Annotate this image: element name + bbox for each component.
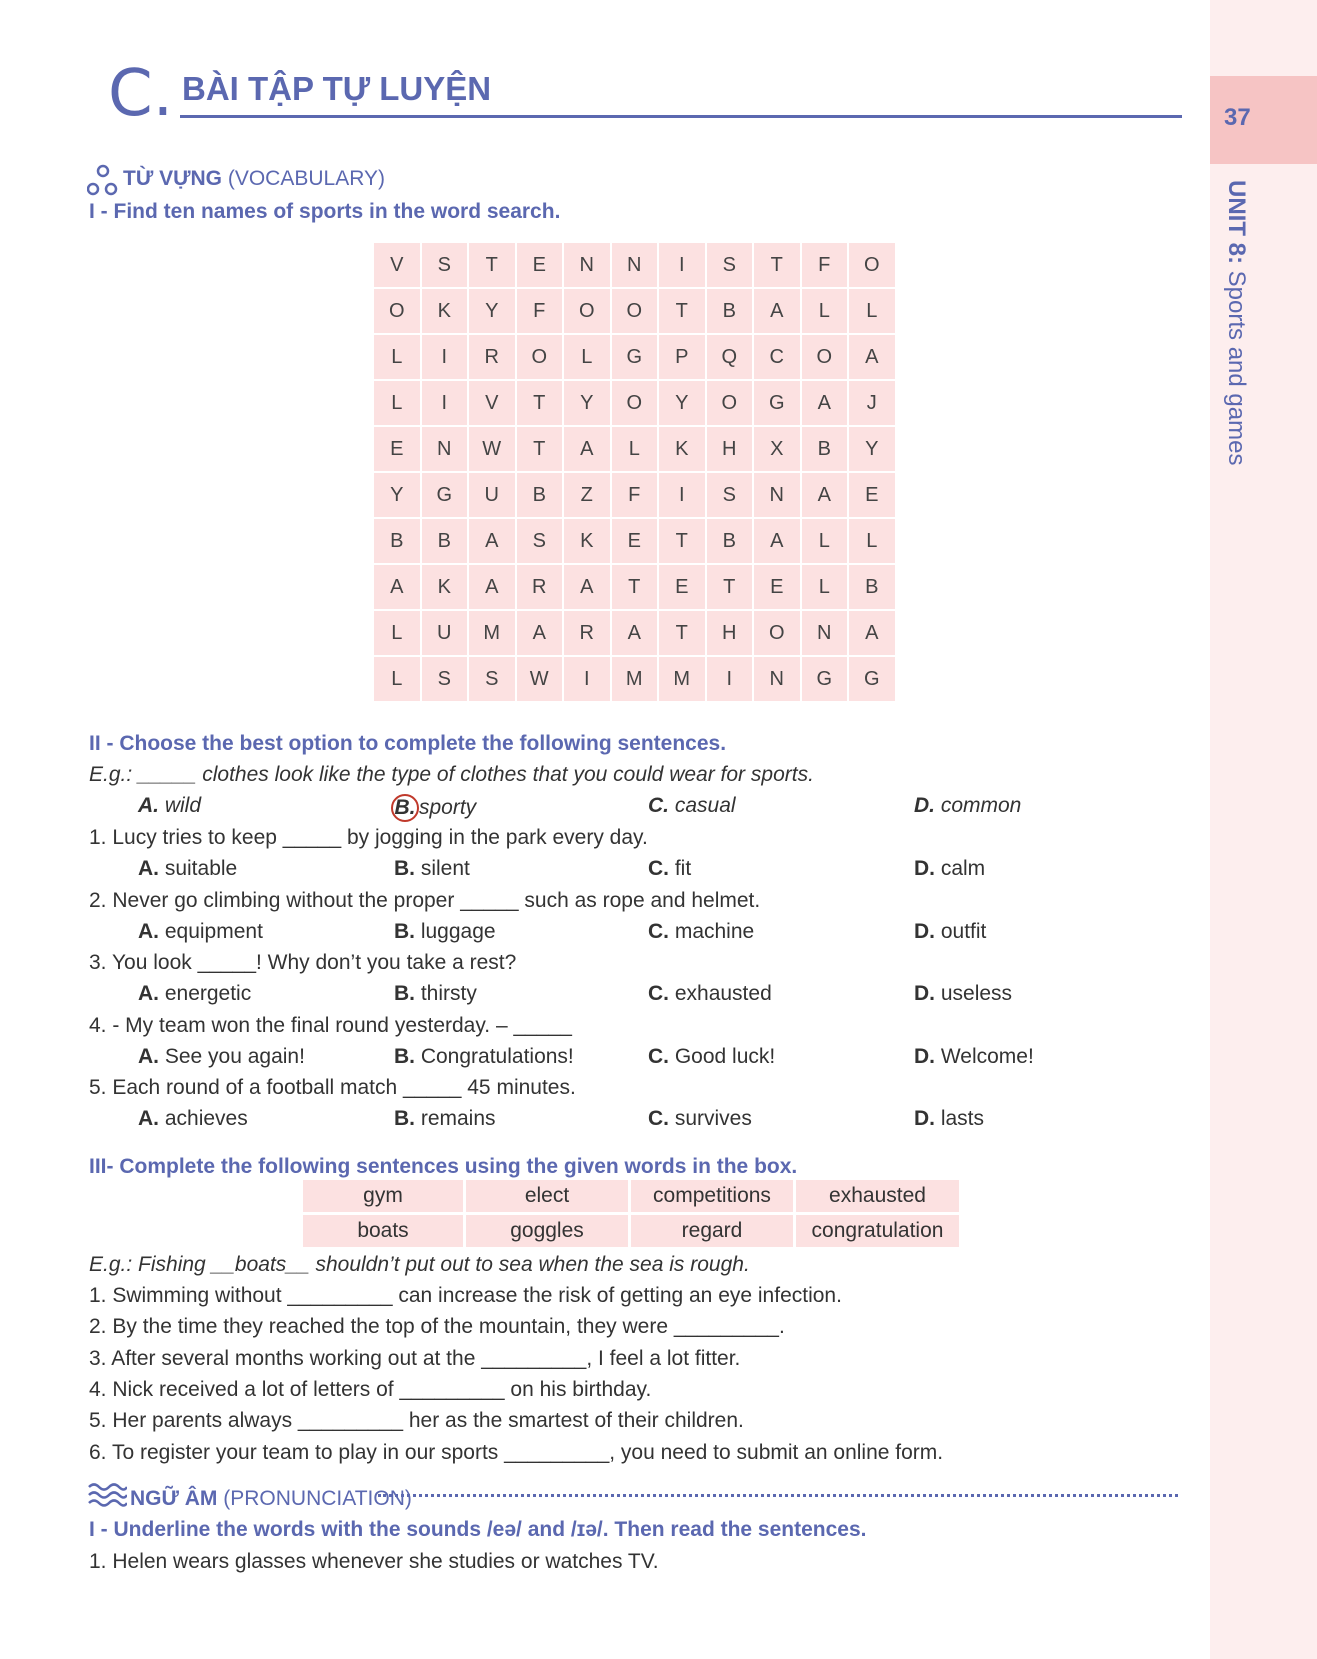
grid-cell: Q <box>707 335 753 379</box>
grid-cell: W <box>469 427 515 471</box>
grid-cell: A <box>564 565 610 609</box>
vocab-heading <box>123 167 385 191</box>
grid-cell: E <box>612 519 658 563</box>
dotted-divider <box>378 1494 1178 1497</box>
grid-cell: R <box>564 611 610 655</box>
grid-cell: Y <box>374 473 420 517</box>
grid-cell: L <box>802 519 848 563</box>
grid-cell: B <box>517 473 563 517</box>
ex2-example: E.g.: _____ clothes look like the type of clothes that you could wear for sports. <box>89 763 814 786</box>
pron-heading-bold: NGỮ ÂM <box>130 1487 218 1510</box>
grid-cell: S <box>517 519 563 563</box>
grid-cell: B <box>374 519 420 563</box>
title-underline <box>180 115 1182 118</box>
ex1-title: I - Find ten names of sports in the word search. <box>89 200 561 223</box>
grid-cell: Y <box>849 427 895 471</box>
grid-cell: A <box>612 611 658 655</box>
option-d: D. lasts <box>914 1107 985 1130</box>
grid-cell: C <box>754 335 800 379</box>
grid-cell: A <box>374 565 420 609</box>
word-box-item: congratulation <box>796 1215 959 1247</box>
grid-cell: S <box>707 473 753 517</box>
grid-cell: B <box>422 519 468 563</box>
ex3-title: III- Complete the following sentences using the given words in the box. <box>89 1155 798 1178</box>
grid-cell: I <box>659 243 705 287</box>
grid-cell: I <box>707 657 753 701</box>
grid-cell: E <box>517 243 563 287</box>
grid-cell: K <box>564 519 610 563</box>
grid-cell: N <box>802 611 848 655</box>
option-a: A. energetic <box>138 982 252 1005</box>
ex3-sentence-4: 4. Nick received a lot of letters of _________ on his birthday. <box>89 1377 652 1401</box>
word-box-item: boats <box>303 1215 463 1247</box>
pron-heading-rest: (PRONUNCIATION) <box>217 1487 412 1510</box>
question-2: 2. Never go climbing without the proper _____ such as rope and helmet. <box>89 888 761 912</box>
ex2-title: II - Choose the best option to complete the following sentences. <box>89 732 727 755</box>
grid-cell: B <box>802 427 848 471</box>
example-option-c: C. casual <box>648 794 736 817</box>
word-search-grid <box>374 243 895 701</box>
grid-cell: O <box>707 381 753 425</box>
grid-cell: L <box>374 657 420 701</box>
grid-cell: S <box>469 657 515 701</box>
option-c: C. exhausted <box>648 982 772 1005</box>
vocab-heading-bold: TỪ VỰNG <box>123 167 223 190</box>
grid-cell: E <box>849 473 895 517</box>
grid-cell: L <box>374 381 420 425</box>
unit-label <box>1222 180 1250 465</box>
grid-cell: O <box>612 381 658 425</box>
option-b: B. thirsty <box>394 982 477 1005</box>
grid-cell: T <box>659 519 705 563</box>
ex3-sentence-5: 5. Her parents always _________ her as the smartest of their children. <box>89 1409 744 1433</box>
ex3-sentence-2: 2. By the time they reached the top of the mountain, they were _________. <box>89 1315 785 1339</box>
grid-cell: T <box>469 243 515 287</box>
grid-cell: J <box>849 381 895 425</box>
grid-cell: O <box>754 611 800 655</box>
grid-cell: X <box>754 427 800 471</box>
grid-cell: A <box>564 427 610 471</box>
grid-cell: G <box>802 657 848 701</box>
grid-cell: L <box>802 289 848 333</box>
grid-cell: A <box>754 519 800 563</box>
word-box <box>303 1180 959 1247</box>
unit-label-rest: Sports and games <box>1223 264 1250 466</box>
grid-cell: T <box>517 427 563 471</box>
grid-cell: G <box>422 473 468 517</box>
grid-cell: U <box>469 473 515 517</box>
grid-cell: A <box>469 565 515 609</box>
grid-cell: I <box>659 473 705 517</box>
grid-cell: A <box>802 381 848 425</box>
grid-cell: E <box>374 427 420 471</box>
question-4: 4. - My team won the final round yesterday. – _____ <box>89 1013 572 1037</box>
option-c: C. machine <box>648 919 755 943</box>
vocab-heading-rest: (VOCABULARY) <box>222 167 386 190</box>
grid-cell: M <box>469 611 515 655</box>
grid-cell: T <box>754 243 800 287</box>
grid-cell: R <box>517 565 563 609</box>
option-a: A. See you again! <box>138 1044 305 1068</box>
grid-cell: N <box>422 427 468 471</box>
pronunciation-heading <box>130 1487 412 1511</box>
grid-cell: S <box>422 243 468 287</box>
grid-cell: W <box>517 657 563 701</box>
option-b: B. silent <box>394 857 470 880</box>
word-box-item: competitions <box>631 1180 793 1212</box>
grid-cell: I <box>422 335 468 379</box>
grid-cell: A <box>754 289 800 333</box>
grid-cell: L <box>849 289 895 333</box>
option-a: A. suitable <box>138 857 238 880</box>
option-b: B. Congratulations! <box>394 1044 574 1068</box>
option-c: C. Good luck! <box>648 1044 776 1068</box>
grid-cell: O <box>517 335 563 379</box>
grid-cell: N <box>754 657 800 701</box>
grid-cell: F <box>517 289 563 333</box>
grid-cell: U <box>422 611 468 655</box>
grid-cell: L <box>374 611 420 655</box>
grid-cell: I <box>564 657 610 701</box>
example-option-b: B. sporty <box>394 794 476 822</box>
word-box-item: goggles <box>466 1215 628 1247</box>
grid-cell: K <box>659 427 705 471</box>
sound-wave-icon <box>87 1479 127 1511</box>
page-number: 37 <box>1224 104 1251 131</box>
grid-cell: L <box>849 519 895 563</box>
option-d: D. Welcome! <box>914 1044 1034 1068</box>
example-option-a: A. wild <box>138 794 202 817</box>
grid-cell: O <box>564 289 610 333</box>
ex3-example: E.g.: Fishing __boats__ shouldn’t put out to sea when the sea is rough. <box>89 1253 750 1276</box>
grid-cell: V <box>374 243 420 287</box>
grid-cell: S <box>707 243 753 287</box>
grid-cell: Y <box>659 381 705 425</box>
grid-cell: E <box>659 565 705 609</box>
question-1: 1. Lucy tries to keep _____ by jogging in the park every day. <box>89 826 648 849</box>
grid-cell: B <box>707 519 753 563</box>
grid-cell: O <box>612 289 658 333</box>
word-box-item: elect <box>466 1180 628 1212</box>
ex3-sentence-3: 3. After several months working out at the _________, I feel a lot fitter. <box>89 1346 741 1370</box>
grid-cell: A <box>849 335 895 379</box>
grid-cell: R <box>469 335 515 379</box>
grid-cell: T <box>612 565 658 609</box>
grid-cell: H <box>707 611 753 655</box>
option-a: A. equipment <box>138 919 263 943</box>
grid-cell: A <box>517 611 563 655</box>
grid-cell: P <box>659 335 705 379</box>
example-option-d: D. common <box>914 794 1022 817</box>
grid-cell: T <box>659 289 705 333</box>
grid-cell: O <box>374 289 420 333</box>
bubbles-icon <box>87 164 119 196</box>
grid-cell: K <box>422 289 468 333</box>
grid-cell: L <box>802 565 848 609</box>
grid-cell: V <box>469 381 515 425</box>
grid-cell: K <box>422 565 468 609</box>
grid-cell: S <box>422 657 468 701</box>
grid-cell: F <box>802 243 848 287</box>
grid-cell: M <box>659 657 705 701</box>
grid-cell: B <box>707 289 753 333</box>
section-letter: C. <box>108 57 174 131</box>
grid-cell: A <box>469 519 515 563</box>
unit-label-bold: UNIT 8: <box>1223 180 1250 264</box>
grid-cell: N <box>564 243 610 287</box>
grid-cell: M <box>612 657 658 701</box>
grid-cell: O <box>802 335 848 379</box>
grid-cell: L <box>374 335 420 379</box>
pron-ex1-title: I - Underline the words with the sounds /eə/ and /ɪə/. Then read the sentences. <box>89 1518 867 1541</box>
option-c: C. survives <box>648 1107 752 1130</box>
grid-cell: Y <box>564 381 610 425</box>
question-5: 5. Each round of a football match _____ 45 minutes. <box>89 1076 576 1099</box>
ex3-sentence-1: 1. Swimming without _________ can increase the risk of getting an eye infection. <box>89 1284 842 1307</box>
grid-cell: G <box>754 381 800 425</box>
grid-cell: G <box>612 335 658 379</box>
answer-circle: B. <box>391 794 419 822</box>
section-title: BÀI TẬP TỰ LUYỆN <box>182 70 492 107</box>
grid-cell: A <box>802 473 848 517</box>
grid-cell: G <box>849 657 895 701</box>
grid-cell: F <box>612 473 658 517</box>
grid-cell: B <box>849 565 895 609</box>
grid-cell: O <box>849 243 895 287</box>
grid-cell: Z <box>564 473 610 517</box>
option-c: C. fit <box>648 857 692 880</box>
option-d: D. outfit <box>914 919 987 943</box>
word-box-item: gym <box>303 1180 463 1212</box>
option-b: B. remains <box>394 1107 496 1130</box>
grid-cell: N <box>754 473 800 517</box>
grid-cell: T <box>517 381 563 425</box>
option-a: A. achieves <box>138 1107 248 1130</box>
option-d: D. useless <box>914 982 1013 1005</box>
grid-cell: L <box>564 335 610 379</box>
word-box-item: regard <box>631 1215 793 1247</box>
grid-cell: A <box>849 611 895 655</box>
grid-cell: T <box>659 611 705 655</box>
grid-cell: T <box>707 565 753 609</box>
question-3: 3. You look _____! Why don’t you take a rest? <box>89 951 517 974</box>
ex3-sentence-6: 6. To register your team to play in our sports _________, you need to submit an online form. <box>89 1440 944 1464</box>
grid-cell: N <box>612 243 658 287</box>
grid-cell: L <box>612 427 658 471</box>
grid-cell: H <box>707 427 753 471</box>
pron-sentence-1: 1. Helen wears glasses whenever she studies or watches TV. <box>89 1550 659 1573</box>
grid-cell: Y <box>469 289 515 333</box>
option-d: D. calm <box>914 857 986 880</box>
grid-cell: E <box>754 565 800 609</box>
word-box-item: exhausted <box>796 1180 959 1212</box>
grid-cell: I <box>422 381 468 425</box>
option-b: B. luggage <box>394 919 496 943</box>
